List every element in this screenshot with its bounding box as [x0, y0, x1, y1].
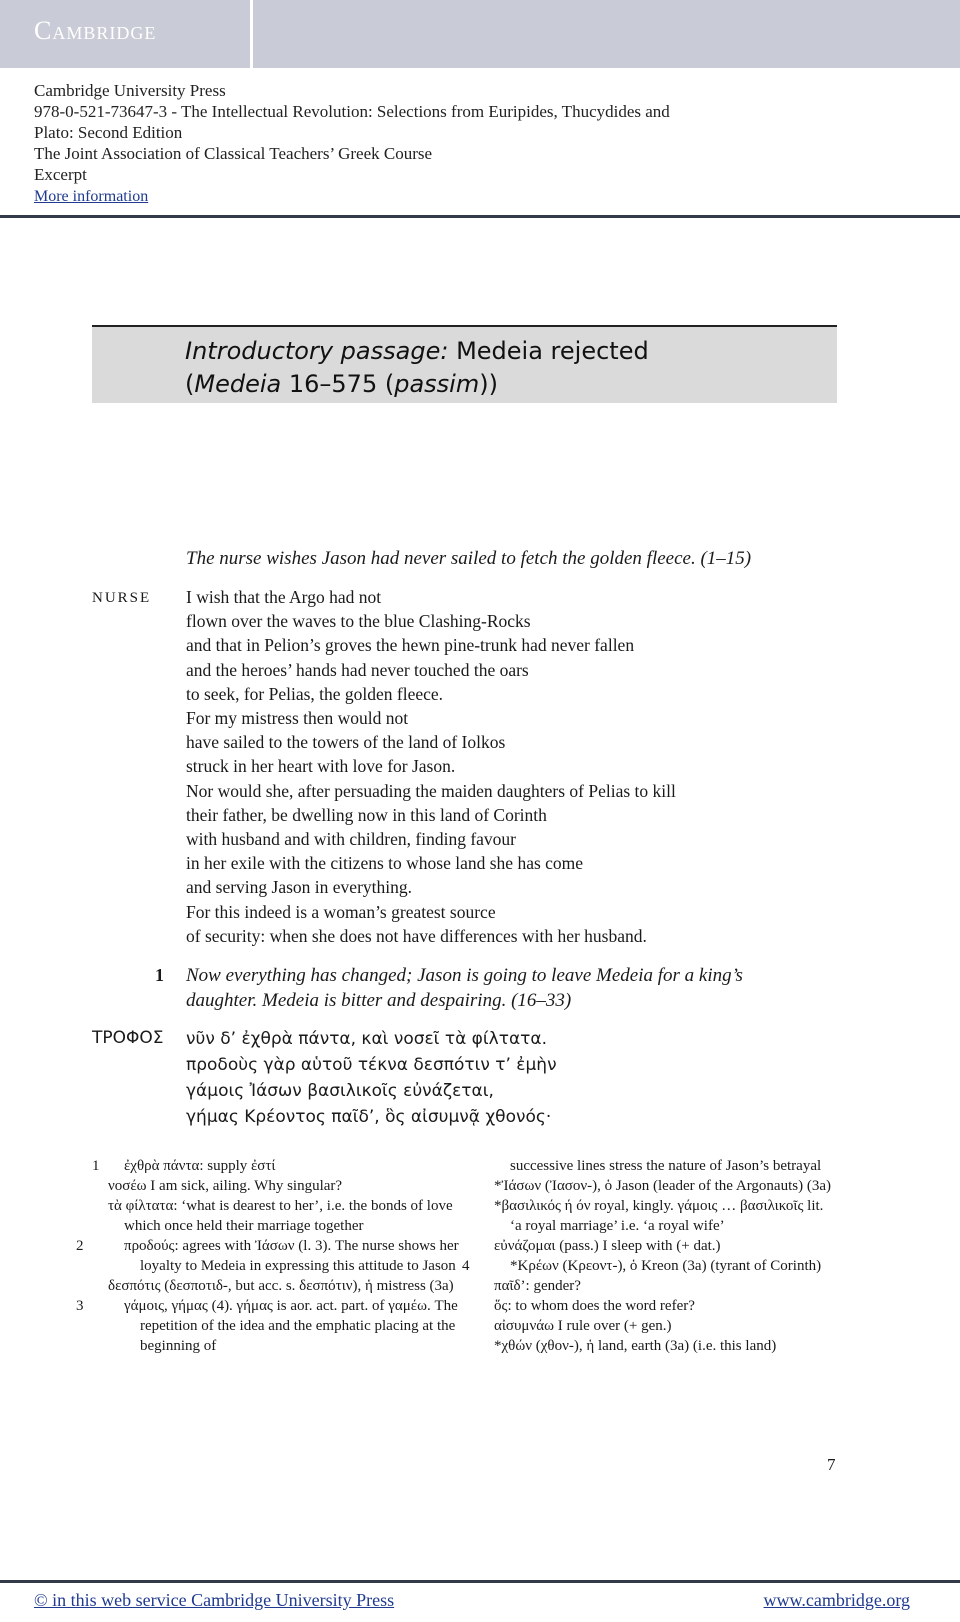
copyright-link[interactable]: © in this web service Cambridge University Press — [34, 1590, 395, 1610]
note-text: αἰσυμνάω I rule over (+ gen.) — [494, 1318, 672, 1334]
greek-line: γάμοις Ἰάσων βασιλικοῖς εὐνάζεται, — [186, 1081, 494, 1101]
note-text: *χθών (χθον-), ἡ land, earth (3a) (i.e. this land) — [494, 1338, 777, 1354]
note-line-number: 1 — [92, 1158, 100, 1174]
note-text: successive lines stress the nature of Jason’s betrayal — [510, 1158, 822, 1174]
translation-line: and the heroes’ hands had never touched the oars — [186, 659, 529, 680]
commentary-note: 2 προδούς: agrees with Ἰάσων (l. 3). The nurse shows her loyalty to Medeia in expressing this attitude to Jason — [76, 1238, 459, 1274]
note-text: *Κρέων (Κρεοντ-), ὁ Kreon (3a) (tyrant of Corinth) — [510, 1258, 822, 1274]
commentary-note — [478, 1316, 838, 1336]
commentary-note — [478, 1276, 838, 1296]
commentary-note — [478, 1156, 838, 1176]
translation-line: have sailed to the towers of the land of Iolkos — [186, 732, 506, 753]
note-text: εὐνάζομαι (pass.) I sleep with (+ dat.) — [494, 1238, 721, 1254]
english-translation — [186, 585, 676, 948]
section-number: 1 — [155, 965, 164, 985]
publisher: Cambridge University Press — [34, 81, 226, 100]
commentary-note — [92, 1176, 462, 1196]
website-link[interactable]: www.cambridge.org — [763, 1590, 910, 1610]
isbn-title: 978-0-521-73647-3 - The Intellectual Revolution: Selections from Euripides, Thucydides and — [34, 102, 670, 121]
translation-line: I wish that the Argo had not — [186, 587, 382, 607]
note-text: παῖδ’: gender? — [494, 1278, 581, 1294]
translation-line: and that in Pelion’s groves the hewn pine-trunk had never fallen — [186, 635, 635, 656]
book-metadata — [34, 80, 670, 207]
commentary-note — [478, 1236, 838, 1256]
commentary-note — [478, 1196, 838, 1236]
translation-line: flown over the waves to the blue Clashing-Rocks — [186, 611, 531, 632]
speaker-label-english: NURSE — [92, 590, 152, 606]
translation-line: with husband and with children, finding favour — [186, 829, 517, 850]
commentary-note — [92, 1196, 462, 1236]
translation-line: in her exile with the citizens to whose land she has come — [186, 853, 584, 874]
more-information-link[interactable]: More information — [34, 188, 149, 205]
header-band — [0, 0, 960, 68]
note-text: *βασιλικός ή όν royal, kingly. γάμοις … βασιλικοῖς lit. ‘a royal marriage’ i.e. ‘a royal wife’ — [494, 1198, 824, 1234]
section-summary-1: The nurse wishes Jason had never sailed to fetch the golden fleece. (1–15) — [186, 548, 752, 569]
translation-line: to seek, for Pelias, the golden fleece. — [186, 683, 444, 704]
note-text: τὰ φίλτατα: ‘what is dearest to her’, i.e. the bonds of love which once held their marriage together — [108, 1198, 453, 1234]
translation-line: their father, be dwelling now in this land of Corinth — [186, 804, 547, 825]
note-text: προδούς: agrees with Ἰάσων (l. 3). The nurse shows her loyalty to Medeia in expressing this attitude to Jason — [124, 1238, 459, 1274]
commentary-note: 4 *Κρέων (Κρεοντ-), ὁ Kreon (3a) (tyrant of Corinth) — [462, 1258, 822, 1274]
note-text: νοσέω I am sick, ailing. Why singular? — [108, 1178, 343, 1194]
note-text: *Ἰάσων (Ἰασον-), ὁ Jason (leader of the Argonauts) (3a) — [494, 1178, 831, 1194]
commentary-right-column — [462, 1156, 838, 1356]
note-text: ἐχθρὰ πάντα: supply ἐστί — [124, 1158, 276, 1174]
page-number: 7 — [827, 1455, 836, 1474]
translation-line: For this indeed is a woman’s greatest source — [186, 901, 496, 922]
greek-line: γήμας Κρέοντος παῖδ’, ὃς αἰσυμνᾷ χθονός· — [186, 1107, 552, 1127]
note-text: γάμοις, γήμας (4). γήμας is aor. act. part. of γαμέω. The repetition of the idea and the emphatic placing at the beginning of — [124, 1298, 458, 1354]
chapter-title-line1: Introductory passage: Medeia rejected — [185, 337, 649, 365]
excerpt-label: Excerpt — [34, 165, 87, 184]
commentary-note: 3 γάμοις, γήμας (4). γήμας is aor. act. part. of γαμέω. The repetition of the idea and the emphatic placing at the beginning of — [76, 1298, 458, 1354]
speaker-label-greek: ΤΡΟΦΟΣ — [92, 1028, 164, 1048]
translation-line: and serving Jason in everything. — [186, 877, 412, 898]
translation-line: of security: when she does not have differences with her husband. — [186, 925, 647, 946]
commentary-note — [478, 1336, 838, 1356]
translation-line: For my mistress then would not — [186, 708, 409, 729]
chapter-title-line2: (Medeia 16–575 (passim)) — [185, 370, 498, 398]
footer-rule — [0, 1580, 960, 1583]
greek-text — [186, 1026, 557, 1130]
greek-line: νῦν δ’ ἐχθρὰ πάντα, καὶ νοσεῖ τὰ φίλτατα. — [186, 1029, 547, 1049]
greek-line: προδοὺς γὰρ αὑτοῦ τέκνα δεσπότιν τ’ ἐμὴν — [186, 1055, 557, 1075]
series-name: The Joint Association of Classical Teachers’ Greek Course — [34, 144, 433, 163]
translation-line: struck in her heart with love for Jason. — [186, 756, 456, 777]
isbn-title-continued: Plato: Second Edition — [34, 123, 183, 142]
commentary-note — [92, 1156, 462, 1176]
commentary-note — [478, 1296, 838, 1316]
logo-cell — [0, 0, 253, 68]
note-text: δεσπότις (δεσποτιδ-, but acc. s. δεσπότιν), ἡ mistress (3a) — [108, 1278, 454, 1294]
cambridge-logo: Cambridge — [34, 16, 157, 45]
translation-line: Nor would she, after persuading the maiden daughters of Pelias to kill — [186, 780, 676, 801]
header-rule — [0, 215, 960, 218]
commentary-note — [92, 1276, 462, 1296]
section-summary-2: Now everything has changed; Jason is going to leave Medeia for a king’s daughter. Medeia is bitter and despairing. (16–33) — [186, 965, 743, 1011]
commentary-left-column — [76, 1156, 462, 1356]
note-text: ὅς: to whom does the word refer? — [494, 1298, 695, 1314]
chapter-title-box — [92, 325, 837, 403]
commentary-note — [478, 1176, 838, 1196]
